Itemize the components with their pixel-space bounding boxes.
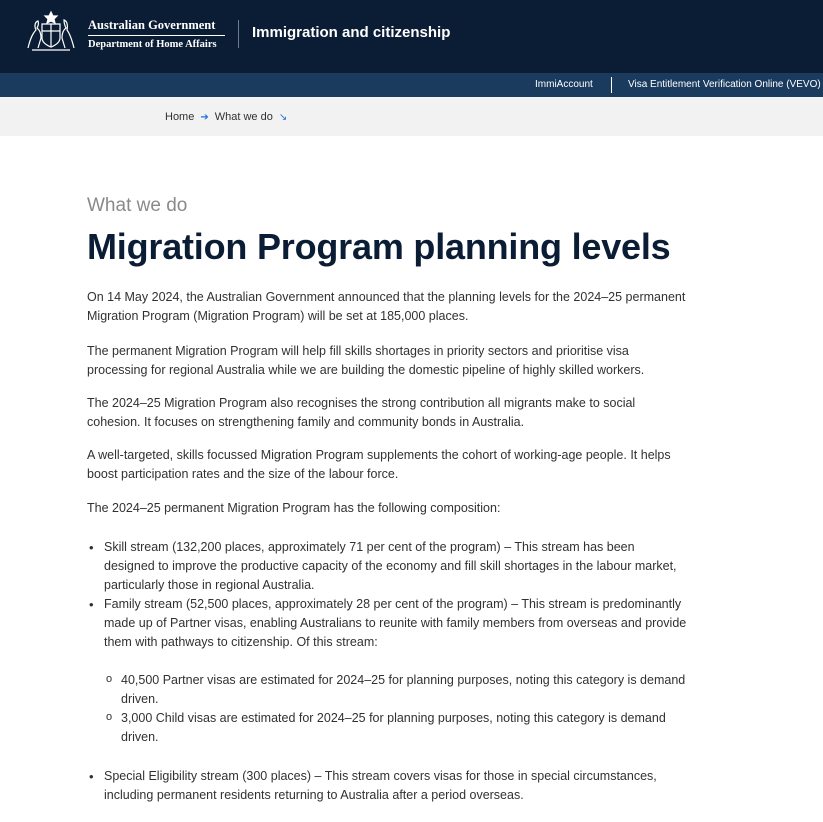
composition-list [87,538,687,805]
list-item-family-stream [87,595,687,747]
utility-nav [0,73,823,97]
paragraph-5: The 2024–25 permanent Migration Program has the following composition: [87,501,501,515]
breadcrumb-home[interactable]: Home [165,111,195,123]
family-stream-sublist [104,671,687,747]
utility-divider [611,77,612,93]
logo-divider [88,35,225,36]
list-item-text: Special Eligibility stream (300 places) – This stream covers visas for those in special circumstances, including permanent residents returning to Australia after a period overseas. [104,769,657,802]
list-item-skill-stream [87,538,687,595]
immiaccount-link[interactable]: ImmiAccount [535,79,593,90]
coat-of-arms-icon [18,8,84,56]
government-logo-link[interactable] [18,8,228,58]
page-title: Migration Program planning levels [87,226,671,267]
paragraph-4: A well-targeted, skills focussed Migration Program supplements the cohort of working-age people. It helps boost participation rates and the size of the labour force. [87,448,671,481]
list-item-text: Family stream (52,500 places, approximately 28 per cent of the program) – This stream is predominantly made up of Partner visas, enabling Australians to reunite with family members from overseas and provide them with pathways to citizenship. Of this stream: [104,597,687,649]
arrow-right-icon: ➔ [200,111,209,123]
department-name: Department of Home Affairs [88,39,217,50]
paragraph-1: On 14 May 2024, the Australian Government announced that the planning levels for the 2024–25 permanent Migration Program (Migration Program) will be set at 185,000 places. [87,290,686,323]
paragraph-2: The permanent Migration Program will help fill skills shortages in priority sectors and prioritise visa processing for regional Australia while we are building the domestic pipeline of highly skilled workers. [87,344,645,377]
breadcrumb-bar [0,97,823,136]
arrow-down-right-icon[interactable]: ↘ [278,111,288,123]
list-item-text: Skill stream (132,200 places, approximately 71 per cent of the program) – This stream has been designed to improve the productive capacity of the economy and fill skill shortages in the labour market, particularly those in regional Australia. [104,540,677,592]
sublist-item-partner-visas: o 40,500 Partner visas are estimated for 2024–25 for planning purposes, noting this category is demand driven. [104,671,687,709]
site-title-link[interactable]: Immigration and citizenship [252,24,451,41]
gov-name: Australian Government [88,18,216,32]
breadcrumb [165,111,287,123]
sublist-item-child-visas: o 3,000 Child visas are estimated for 2024–25 for planning purposes, noting this category is demand driven. [104,709,687,747]
breadcrumb-current[interactable]: What we do [214,111,273,123]
section-eyebrow: What we do [87,195,188,216]
header-divider [238,20,239,48]
site-header [0,0,823,73]
list-item-special-eligibility [87,767,687,805]
paragraph-3: The 2024–25 Migration Program also recognises the strong contribution all migrants make to social cohesion. It focuses on strengthening family and community bonds in Australia. [87,396,636,429]
vevo-link[interactable]: Visa Entitlement Verification Online (VEVO) [628,79,821,90]
